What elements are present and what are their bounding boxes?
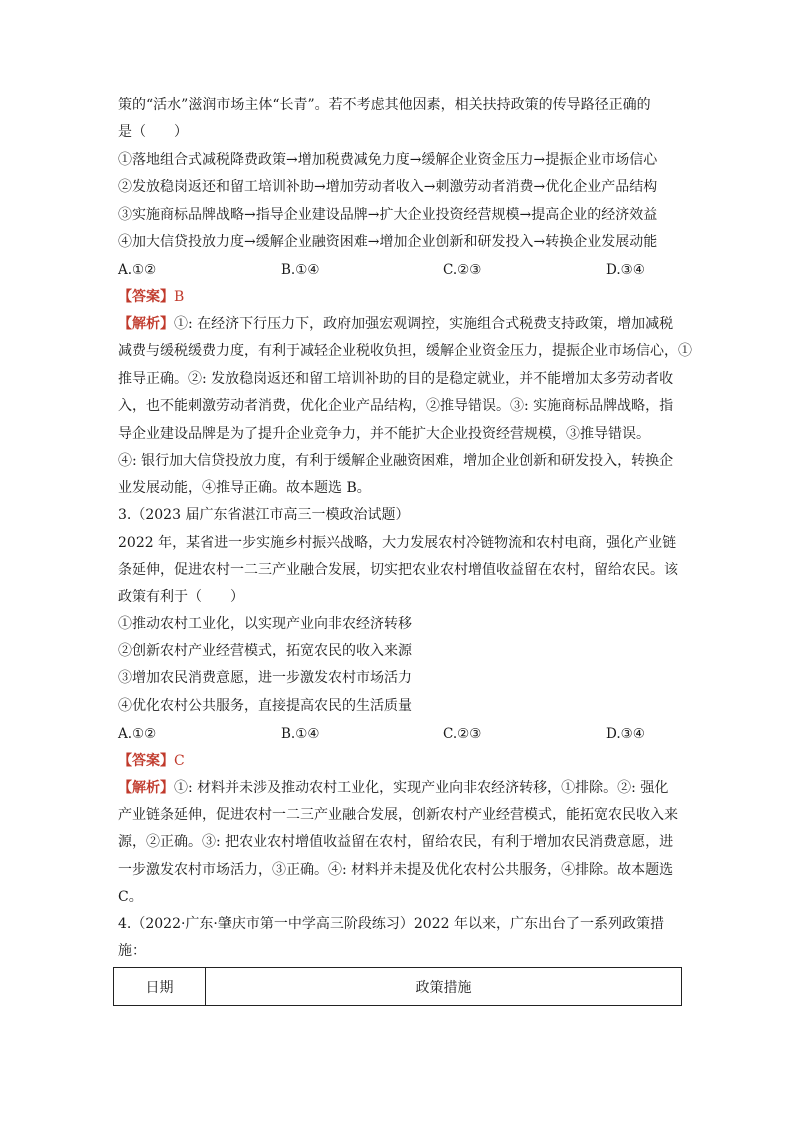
analysis-tag: 【解析】 — [118, 780, 174, 796]
q2-analysis-line-7: 业发展动能，④推导正确。故本题选 B。 — [118, 480, 371, 496]
q2-analysis-line-5: 导企业建设品牌是为了提升企业竞争力，并不能扩大企业投资经营规模，③推导错误。 — [118, 426, 650, 442]
answer-value: B — [174, 289, 185, 305]
table-header-policy: 政策措施 — [206, 968, 682, 1006]
q2-item-2: ②发放稳岗返还和留工培训补助→增加劳动者收入→刺激劳动者消费→优化企业产品结构 — [118, 179, 658, 195]
answer-value: C — [174, 753, 185, 769]
q3-analysis-line-2: 产业链条延伸，促进农村一二三产业融合发展，创新农村产业经营模式，能拓宽农民收入来 — [118, 807, 678, 823]
q3-source: （2023 届广东省湛江市高三一模政治试题） — [131, 507, 410, 523]
q4-stem-line-2: 施： — [118, 943, 146, 959]
q2-option-b: B.①④ — [281, 262, 320, 278]
q2-option-c: C.②③ — [443, 262, 482, 278]
q2-item-1: ①落地组合式减税降费政策→增加税费减免力度→缓解企业资金压力→提振企业市场信心 — [118, 152, 658, 168]
q3-option-d: D.③④ — [606, 726, 645, 742]
q3-answer — [118, 752, 185, 770]
q3-number: 3. — [118, 507, 132, 523]
table-header-row — [114, 968, 682, 1006]
q3-header — [118, 506, 409, 524]
q3-stem-line-2: 条延伸，促进农村一二三产业融合发展，切实把农业农村增值收益留在农村，留给农民。该 — [118, 562, 678, 578]
analysis-text: ①: 在经济下行压力下，政府加强宏观调控，实施组合式税费支持政策，增加减税 — [174, 316, 674, 332]
q2-stem-line-1: 策的“活水”滋润市场主体“长青”。若不考虑其他因素，相关扶持政策的传导路径正确的 — [118, 97, 651, 113]
analysis-tag: 【解析】 — [118, 316, 174, 332]
q3-stem-line-1: 2022 年，某省进一步实施乡村振兴战略，大力发展农村冷链物流和农村电商，强化产业链 — [118, 535, 677, 551]
q2-analysis-line-2: 减费与缓税缓费力度，有利于减轻企业税收负担，缓解企业资金压力，提振企业市场信心，① — [118, 343, 692, 359]
q2-stem-line-2: 是（ ） — [118, 124, 188, 140]
q2-analysis-line-1 — [118, 315, 673, 333]
q3-analysis-line-3: 源，②正确。③: 把农业农村增值收益留在农村，留给农民，有利于增加农民消费意愿，进 — [118, 834, 674, 850]
q3-item-3: ③增加农民消费意愿，进一步激发农村市场活力 — [118, 670, 412, 686]
q2-answer — [118, 288, 184, 306]
q3-item-4: ④优化农村公共服务，直接提高农民的生活质量 — [118, 698, 412, 714]
q3-analysis-line-5: C。 — [118, 889, 143, 905]
q2-option-d: D.③④ — [606, 262, 645, 278]
q3-item-1: ①推动农村工业化，以实现产业向非农经济转移 — [118, 616, 412, 632]
answer-tag: 【答案】 — [118, 289, 174, 305]
q3-stem-line-3: 政策有利于（ ） — [118, 589, 244, 605]
q2-item-4: ④加大信贷投放力度→缓解企业融资困难→增加企业创新和研发投入→转换企业发展动能 — [118, 234, 658, 250]
q2-option-a: A.①② — [118, 262, 157, 278]
policy-table — [113, 967, 682, 1006]
q3-analysis-line-4: 一步激发农村市场活力，③正确。④: 材料并未提及优化农村公共服务，④排除。故本题选 — [118, 862, 674, 878]
q2-analysis-line-6: ④: 银行加大信贷投放力度，有利于缓解企业融资困难，增加企业创新和研发投入，转换企 — [118, 453, 674, 469]
analysis-text: ①: 材料并未涉及推动农村工业化，实现产业向非农经济转移，①排除。②: 强化 — [174, 780, 669, 796]
q3-option-c: C.②③ — [443, 726, 482, 742]
answer-tag: 【答案】 — [118, 753, 174, 769]
q3-item-2: ②创新农村产业经营模式，拓宽农民的收入来源 — [118, 643, 412, 659]
q2-item-3: ③实施商标品牌战略→指导企业建设品牌→扩大企业投资经营规模→提高企业的经济效益 — [118, 207, 658, 223]
q2-analysis-line-3: 推导正确。②: 发放稳岗返还和留工培训补助的目的是稳定就业，并不能增加太多劳动者收 — [118, 371, 674, 387]
q3-option-a: A.①② — [118, 726, 157, 742]
q4-stem-line-1: 4.（2022·广东·肇庆市第一中学高三阶段练习）2022 年以来，广东出台了一系列政策措 — [118, 916, 664, 932]
q3-analysis-line-1 — [118, 779, 668, 797]
table-header-date: 日期 — [114, 968, 206, 1006]
q3-option-b: B.①④ — [281, 726, 320, 742]
q2-analysis-line-4: 入，也不能刺激劳动者消费，优化企业产品结构，②推导错误。③: 实施商标品牌战略，指 — [118, 398, 674, 414]
